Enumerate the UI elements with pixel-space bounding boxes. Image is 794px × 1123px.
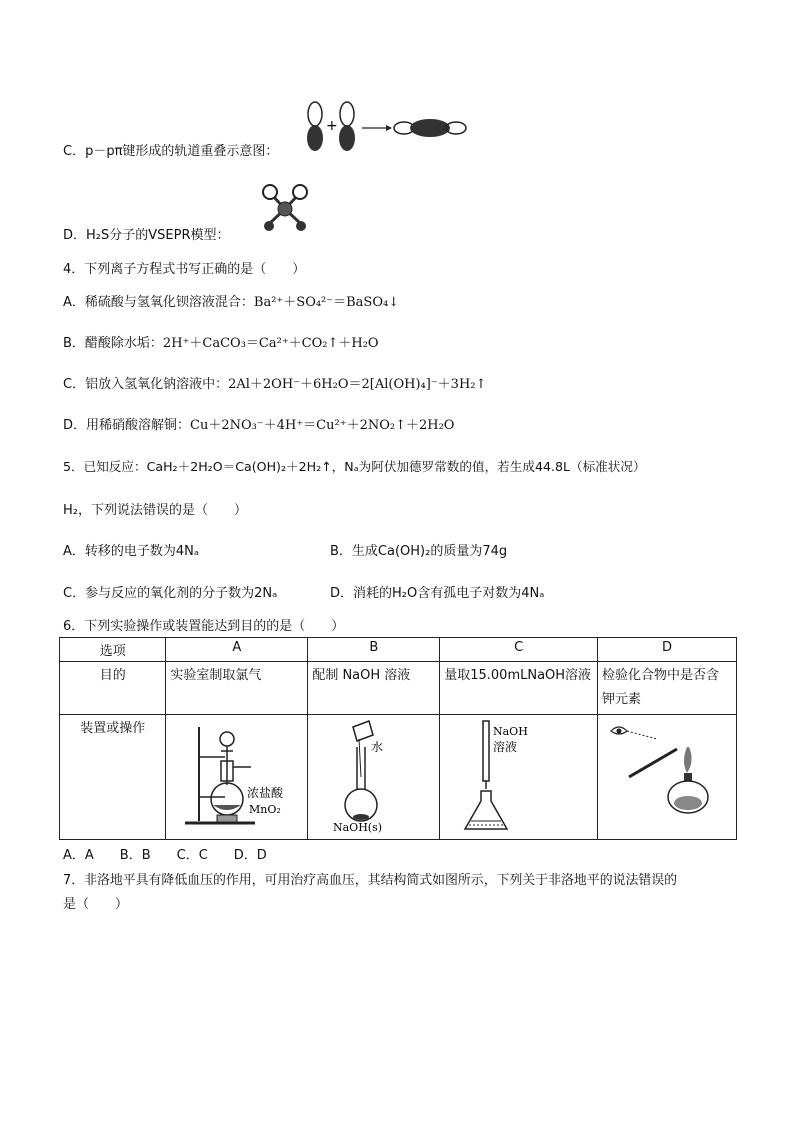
q4-stem: 4．下列离子方程式书写正确的是（ ） xyxy=(63,262,306,277)
q5-option-a: A．转移的电子数为4Nₐ xyxy=(63,544,199,559)
q4-option-b: B．醋酸除水垢：2H⁺＋CaCO₃＝Ca²⁺＋CO₂↑＋H₂O xyxy=(63,336,379,351)
table-row-purpose xyxy=(60,662,737,715)
purpose-cell-a: 实验室制取氯气 xyxy=(166,662,308,715)
q7-stem-line2: 是（ ） xyxy=(63,897,129,912)
device-cell-c xyxy=(440,715,598,840)
q6-answer-choices: A．A B．B C．C D．D xyxy=(63,848,267,863)
purpose-cell-d: 检验化合物中是否含钾元素 xyxy=(598,662,737,715)
label-naoh: NaOH xyxy=(492,725,528,738)
table-header-cell: C xyxy=(440,638,598,662)
q4-option-d: D．用稀硝酸溶解铜：Cu＋2NO₃⁻＋4H⁺＝Cu²⁺＋2NO₂↑＋2H₂O xyxy=(63,418,455,433)
purpose-cell-c: 量取15.00mLNaOH溶液 xyxy=(440,662,598,715)
svg-text:+: + xyxy=(326,118,338,134)
q5-option-b: B．生成Ca(OH)₂的质量为74g xyxy=(330,544,508,559)
flame-test-apparatus xyxy=(607,717,727,829)
q5-stem-line2: H₂，下列说法错误的是（ ） xyxy=(63,503,247,518)
q5-option-d: D．消耗的H₂O含有孤电子对数为4Nₐ xyxy=(330,586,545,601)
purpose-cell-b: 配制 NaOH 溶液 xyxy=(308,662,440,715)
p-orbital-overlap-diagram xyxy=(300,100,470,156)
label-solution: 溶液 xyxy=(492,740,517,754)
h2s-vsepr-model xyxy=(260,183,310,235)
chlorine-generation-apparatus xyxy=(177,717,297,829)
label-mno2: MnO₂ xyxy=(248,803,281,816)
burette-apparatus xyxy=(459,717,579,837)
device-cell-a xyxy=(166,715,308,840)
device-label-cell: 装置或操作 xyxy=(60,715,166,840)
q7-stem-line1: 7．非洛地平具有降低血压的作用，可用治疗高血压，其结构简式如图所示，下列关于非洛地平的说法错误的 xyxy=(63,873,678,888)
q6-options-table xyxy=(59,637,737,840)
q4-option-a: A．稀硫酸与氢氧化钡溶液混合：Ba²⁺＋SO₄²⁻＝BaSO₄↓ xyxy=(63,295,400,310)
q5-option-c: C．参与反应的氧化剂的分子数为2Nₐ xyxy=(63,586,278,601)
label-naoh-solid: NaOH(s) xyxy=(332,821,382,834)
volumetric-flask-apparatus xyxy=(319,717,429,837)
q3-option-c-label: C．p－pπ键形成的轨道重叠示意图： xyxy=(63,144,279,159)
table-header-row xyxy=(60,638,737,662)
label-water: 水 xyxy=(370,740,383,754)
q3-option-d-label: D．H₂S分子的VSEPR模型： xyxy=(63,228,230,243)
q4-option-c: C．铝放入氢氧化钠溶液中：2Al＋2OH⁻＋6H₂O＝2[Al(OH)₄]⁻＋3H₂↑ xyxy=(63,377,487,392)
table-row-device xyxy=(60,715,737,840)
q5-stem-line1: 5．已知反应：CaH₂＋2H₂O＝Ca(OH)₂＋2H₂↑，Nₐ为阿伏加德罗常数的值，若生成44.8L（标准状况） xyxy=(63,459,646,474)
table-header-cell: B xyxy=(308,638,440,662)
label-conc-hcl: 浓盐酸 xyxy=(246,786,283,800)
device-cell-b xyxy=(308,715,440,840)
table-header-cell: D xyxy=(598,638,737,662)
device-cell-d xyxy=(598,715,737,840)
purpose-label-cell: 目的 xyxy=(60,662,166,715)
q6-stem: 6．下列实验操作或装置能达到目的的是（ ） xyxy=(63,619,345,634)
table-header-cell: A xyxy=(166,638,308,662)
table-header-cell: 选项 xyxy=(60,638,166,662)
